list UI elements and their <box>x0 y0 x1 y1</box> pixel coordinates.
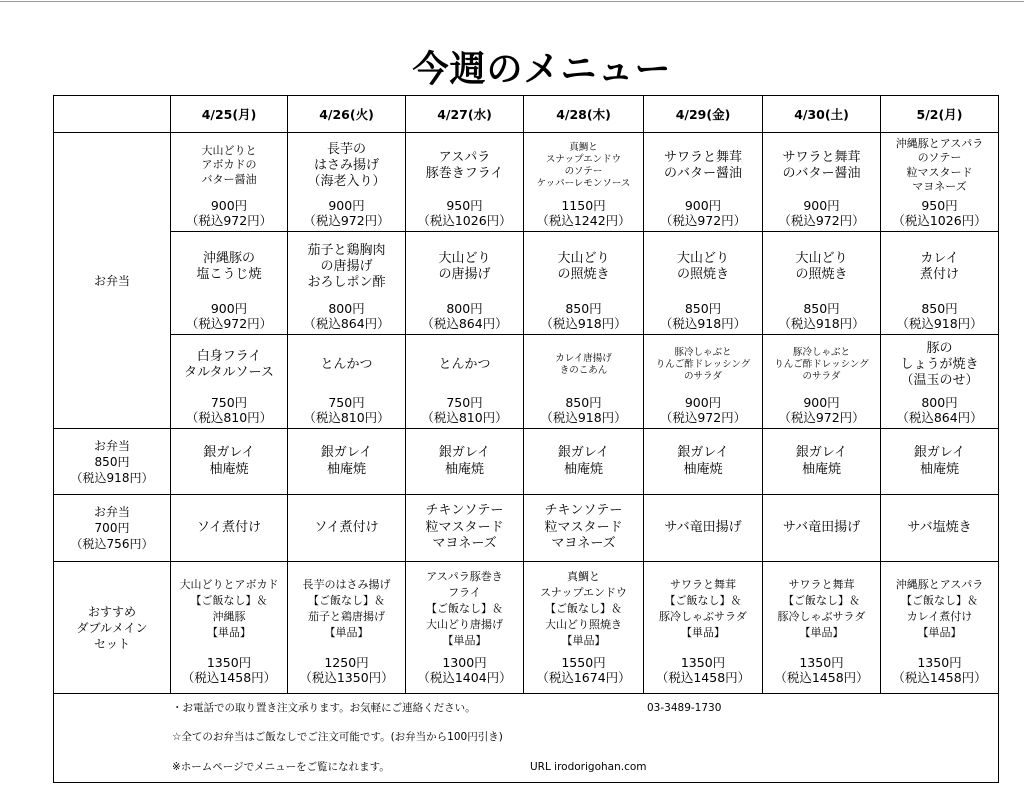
dish-name-area <box>406 335 523 395</box>
dish-name: サバ竜田揚げ <box>664 519 742 535</box>
price-block <box>299 655 393 693</box>
dish-name-area <box>171 562 287 655</box>
dish-name-area <box>288 133 405 198</box>
tax-included-price: （税込1458円） <box>892 670 987 685</box>
dish-block <box>288 133 405 231</box>
bento-label: お弁当 <box>93 273 130 288</box>
menu-cell <box>644 133 763 232</box>
dish-name-area <box>288 335 405 395</box>
tax-included-price: （税込918円） <box>896 316 983 331</box>
dish-name-area <box>171 232 287 301</box>
dish-block <box>881 133 998 231</box>
dish-name-area <box>881 335 998 395</box>
menu-cell <box>763 335 881 429</box>
tax-included-price: （税込918円） <box>659 316 747 331</box>
tax-included-price: （税込972円） <box>778 410 865 425</box>
tax-included-price: （税込1674円） <box>536 670 631 685</box>
tax-included-price: （税込972円） <box>778 213 865 228</box>
menu-cell <box>171 562 288 694</box>
price-block <box>536 198 630 231</box>
date-header-cell <box>763 96 881 133</box>
dish-name: とんかつ <box>320 357 373 372</box>
menu-cell <box>881 335 999 429</box>
menu-cell <box>406 495 524 562</box>
price: 750円 <box>446 395 483 410</box>
dish-name-area <box>881 232 998 301</box>
date-header: 5/2(月) <box>916 107 963 122</box>
menu-cell <box>881 232 999 335</box>
dish-block <box>171 429 287 494</box>
bento-row <box>54 335 999 429</box>
dish-block <box>288 562 405 693</box>
dish-name: ソイ煮付け <box>196 519 262 535</box>
dish-name-area <box>406 232 523 301</box>
menu-cell <box>524 429 644 495</box>
dish-name: 大山どり の照焼き <box>676 250 729 282</box>
dish-block <box>881 335 998 428</box>
tax-included-price: （税込864円） <box>896 410 983 425</box>
dish-block <box>171 232 287 334</box>
dish-block <box>288 495 405 561</box>
price-block <box>892 655 986 693</box>
dish-block <box>763 232 880 334</box>
dish-name: カレイ唐揚げ きのこあん <box>555 353 612 376</box>
menu-cell <box>288 232 406 335</box>
website-note: ※ホームページでメニューをご覧になれます。 <box>172 761 390 773</box>
menu-cell <box>288 335 406 429</box>
price: 800円 <box>446 301 483 316</box>
price: 900円 <box>803 395 840 410</box>
dish-name: 長芋の はさみ揚げ （海老入り） <box>307 141 386 189</box>
price-block <box>186 198 272 231</box>
dish-block <box>524 495 643 561</box>
dish-block <box>171 562 287 693</box>
menu-cell <box>288 562 406 694</box>
dish-name: アスパラ豚巻き フライ 【ご飯なし】＆ 大山どり唐揚げ 【単品】 <box>426 569 503 647</box>
dish-block <box>171 335 287 428</box>
menu-cell <box>763 495 881 562</box>
menu-cell <box>406 429 524 495</box>
dish-name: 沖縄豚とアスパラ のソテー 粒マスタード マヨネーズ <box>895 136 984 193</box>
menu-cell <box>524 335 644 429</box>
dish-name-area <box>288 562 405 655</box>
menu-cell <box>524 232 644 335</box>
dish-block <box>644 429 762 494</box>
date-header: 4/29(金) <box>675 107 731 122</box>
price: 850円 <box>803 301 840 316</box>
tax-included-price: （税込1458円） <box>655 670 751 685</box>
bento-label-cell <box>54 133 171 429</box>
tax-included-price: （税込1242円） <box>536 213 631 228</box>
double-main-set-label-cell <box>54 562 171 694</box>
bento-700-label-cell <box>54 495 171 562</box>
tax-included-price: （税込1026円） <box>892 213 987 228</box>
dish-name-area <box>763 133 880 198</box>
dish-block <box>763 133 880 231</box>
dish-block <box>644 133 762 231</box>
tax-included-price: （税込972円） <box>185 213 273 228</box>
menu-cell <box>406 232 524 335</box>
tax-included-price: （税込1350円） <box>299 670 394 685</box>
date-header-cell <box>524 96 644 133</box>
dish-name: 豚の しょうが焼き （温玉のせ） <box>900 341 979 388</box>
dish-name: ソイ煮付け <box>314 519 379 535</box>
dish-name: 大山どり の照焼き <box>795 250 848 282</box>
tax-included-price: （税込972円） <box>303 213 390 228</box>
price: 950円 <box>921 198 958 213</box>
dish-block <box>171 495 287 561</box>
dish-block <box>406 133 523 231</box>
notes-row <box>54 694 999 783</box>
dish-block <box>881 495 998 561</box>
menu-cell <box>288 495 406 562</box>
dish-name: 銀ガレイ 柚庵焼 <box>795 445 848 477</box>
tax-included-price: （税込864円） <box>421 316 508 331</box>
date-header-cell <box>288 96 406 133</box>
price-block <box>417 198 511 231</box>
dish-name: 豚冷しゃぶと りんご酢ドレッシング のサラダ <box>774 347 869 382</box>
dish-name: 沖縄豚とアスパラ 【ご飯なし】＆ カレイ煮付け 【単品】 <box>895 577 984 639</box>
dish-name: アスパラ 豚巻きフライ <box>425 149 504 181</box>
menu-cell <box>881 562 999 694</box>
price-block <box>421 395 507 428</box>
price-block <box>660 395 746 428</box>
price: 800円 <box>328 301 365 316</box>
tax-included-price: （税込1458円） <box>774 670 869 685</box>
dish-block <box>524 562 643 693</box>
dish-name-area <box>763 335 880 395</box>
dish-name: チキンソテー 粒マスタード マヨネーズ <box>425 503 504 552</box>
bento-700-label: お弁当 700円 （税込756円） <box>70 505 154 551</box>
dish-block <box>524 232 643 334</box>
dish-block <box>288 335 405 428</box>
notes-area <box>54 694 998 782</box>
dish-block <box>406 429 523 494</box>
price-block <box>896 301 982 334</box>
price-block <box>303 301 389 334</box>
price: 900円 <box>210 301 248 316</box>
dish-name: 銀ガレイ 柚庵焼 <box>557 445 610 477</box>
dish-name: 銀ガレイ 柚庵焼 <box>677 445 729 477</box>
tax-included-price: （税込810円） <box>421 410 508 425</box>
menu-cell <box>763 133 881 232</box>
dish-name-area <box>763 232 880 301</box>
dish-name-area <box>171 335 287 395</box>
dish-name: サバ竜田揚げ <box>782 519 861 535</box>
date-header-cell <box>644 96 763 133</box>
price: 1550円 <box>561 655 606 670</box>
dish-block <box>406 495 523 561</box>
date-header-cell <box>171 96 288 133</box>
menu-cell <box>524 133 644 232</box>
dish-name-area <box>524 133 643 198</box>
double-main-set-row <box>54 562 999 694</box>
price-block <box>186 301 272 334</box>
dish-block <box>763 429 880 494</box>
tax-included-price: （税込1458円） <box>181 670 277 685</box>
price-block <box>778 198 864 231</box>
menu-cell <box>763 429 881 495</box>
price: 1350円 <box>680 655 726 670</box>
menu-cell <box>644 562 763 694</box>
dish-name-area <box>644 133 762 198</box>
dish-name-area <box>763 562 880 655</box>
date-header: 4/26(火) <box>319 107 374 122</box>
price: 900円 <box>803 198 840 213</box>
dish-block <box>406 562 523 693</box>
price: 1250円 <box>324 655 369 670</box>
price: 1350円 <box>917 655 962 670</box>
dish-name-area <box>524 335 643 395</box>
dish-block <box>644 562 762 693</box>
menu-table-body <box>54 96 999 783</box>
website-url: URL irodorigohan.com <box>530 761 647 773</box>
price: 750円 <box>328 395 365 410</box>
menu-cell <box>763 232 881 335</box>
dish-name: 長芋のはさみ揚げ 【ご飯なし】＆ 茄子と鶏唐揚げ 【単品】 <box>302 577 391 639</box>
tax-included-price: （税込810円） <box>303 410 390 425</box>
price: 900円 <box>328 198 365 213</box>
rice-free-note: ☆全てのお弁当はご飯なしでご注文可能です。(お弁当から100円引き) <box>172 731 503 743</box>
header-corner-cell <box>54 96 171 133</box>
date-header: 4/30(土) <box>794 107 849 122</box>
dish-name: 大山どりとアボカド 【ご飯なし】＆ 沖縄豚 【単品】 <box>179 577 279 639</box>
menu-cell <box>171 133 288 232</box>
dish-block <box>524 133 643 231</box>
date-header-cell <box>881 96 999 133</box>
price-block <box>303 198 389 231</box>
dish-block <box>881 232 998 334</box>
menu-cell <box>524 562 644 694</box>
dish-name: サワラと舞茸 のバター醤油 <box>663 149 742 181</box>
dish-block <box>288 232 405 334</box>
dish-block <box>288 429 405 494</box>
dish-name-area <box>644 562 762 655</box>
menu-cell <box>763 562 881 694</box>
tax-included-price: （税込972円） <box>659 213 747 228</box>
top-rule <box>0 1 1024 2</box>
price: 1350円 <box>799 655 844 670</box>
price-block <box>540 395 626 428</box>
menu-cell <box>644 232 763 335</box>
tax-included-price: （税込972円） <box>659 410 747 425</box>
dish-block <box>644 335 762 428</box>
tax-included-price: （税込1404円） <box>417 670 512 685</box>
double-main-set-label: おすすめ ダブルメイン セット <box>76 604 148 651</box>
dish-block <box>881 562 998 693</box>
price: 850円 <box>565 395 602 410</box>
price-block <box>536 655 630 693</box>
price: 850円 <box>921 301 958 316</box>
dish-name-area <box>644 335 762 395</box>
dish-block <box>763 495 880 561</box>
menu-cell <box>881 429 999 495</box>
price-block <box>778 301 864 334</box>
dish-name: 大山どり の唐揚げ <box>438 250 491 282</box>
price-block <box>421 301 507 334</box>
dish-name-area <box>524 562 643 655</box>
price: 950円 <box>446 198 483 213</box>
dish-name: 銀ガレイ 柚庵焼 <box>438 445 491 477</box>
dish-name: 真鯛と スナップエンドウ 【ご飯なし】＆ 大山どり照焼き 【単品】 <box>539 569 627 647</box>
menu-cell <box>406 335 524 429</box>
tax-included-price: （税込972円） <box>185 316 273 331</box>
price-block <box>186 395 272 428</box>
menu-cell <box>171 429 288 495</box>
menu-cell <box>644 429 763 495</box>
dish-name: 白身フライ タルタルソース <box>184 349 274 380</box>
header-row <box>54 96 999 133</box>
notes-cell <box>54 694 999 783</box>
price-block <box>303 395 389 428</box>
menu-cell <box>171 232 288 335</box>
dish-name: サバ塩焼き <box>907 519 972 535</box>
price: 900円 <box>684 198 722 213</box>
dish-name: 大山どりと アボカドの バター醤油 <box>201 143 257 186</box>
date-header: 4/28(木) <box>556 107 611 122</box>
dish-name: とんかつ <box>438 357 491 372</box>
dish-name-area <box>644 232 762 301</box>
tax-included-price: （税込810円） <box>185 410 273 425</box>
dish-name: サワラと舞茸 【ご飯なし】＆ 豚冷しゃぶサラダ 【単品】 <box>659 577 747 639</box>
price-block <box>656 655 750 693</box>
price: 850円 <box>565 301 602 316</box>
dish-block <box>171 133 287 231</box>
price-block <box>182 655 276 693</box>
price: 1350円 <box>206 655 252 670</box>
menu-cell <box>406 133 524 232</box>
dish-name: 大山どり の照焼き <box>557 250 610 282</box>
bento-850-label-cell <box>54 429 171 495</box>
bento-row <box>54 232 999 335</box>
menu-cell <box>881 495 999 562</box>
price-block <box>540 301 626 334</box>
bento-850-label: お弁当 850円 （税込918円） <box>70 438 154 485</box>
date-header: 4/27(水) <box>437 107 492 122</box>
dish-block <box>644 495 762 561</box>
dish-name-area <box>881 562 998 655</box>
dish-block <box>763 335 880 428</box>
dish-name-area <box>171 133 287 198</box>
dish-block <box>881 429 998 494</box>
dish-name: サワラと舞茸 【ご飯なし】＆ 豚冷しゃぶサラダ 【単品】 <box>777 577 866 639</box>
dish-block <box>524 335 643 428</box>
menu-cell <box>644 495 763 562</box>
phone-order-note: ・お電話での取り置き注文承ります。お気軽にご連絡ください。 <box>172 702 476 714</box>
phone-number: 03-3489-1730 <box>647 702 722 714</box>
tax-included-price: （税込864円） <box>303 316 390 331</box>
dish-name: 銀ガレイ 柚庵焼 <box>913 445 966 477</box>
date-header-cell <box>406 96 524 133</box>
date-header: 4/25(月) <box>201 107 257 122</box>
price-block <box>896 395 982 428</box>
menu-cell <box>288 429 406 495</box>
dish-name: カレイ 煮付け <box>919 250 959 282</box>
price: 850円 <box>684 301 722 316</box>
price: 900円 <box>684 395 722 410</box>
dish-name: 真鯛と スナップエンドウ のソテー ケッパーレモンソース <box>536 141 631 189</box>
tax-included-price: （税込918円） <box>778 316 865 331</box>
menu-cell <box>171 335 288 429</box>
price: 1150円 <box>561 198 606 213</box>
dish-name: 茄子と鶏胸肉 の唐揚げ おろしポン酢 <box>307 242 386 290</box>
price-block <box>892 198 986 231</box>
menu-cell <box>644 335 763 429</box>
dish-name: 銀ガレイ 柚庵焼 <box>320 445 373 477</box>
dish-name-area <box>406 133 523 198</box>
dish-name: 豚冷しゃぶと りんご酢ドレッシング のサラダ <box>655 347 751 382</box>
bento-700-row <box>54 495 999 562</box>
tax-included-price: （税込1026円） <box>417 213 512 228</box>
dish-block <box>644 232 762 334</box>
price: 1300円 <box>442 655 487 670</box>
dish-block <box>763 562 880 693</box>
price: 750円 <box>210 395 248 410</box>
bento-850-row <box>54 429 999 495</box>
dish-name-area <box>524 232 643 301</box>
dish-block <box>406 232 523 334</box>
dish-name: 沖縄豚の 塩こうじ焼 <box>196 250 262 282</box>
dish-name: チキンソテー 粒マスタード マヨネーズ <box>544 503 623 552</box>
dish-name-area <box>881 133 998 198</box>
price-block <box>778 395 864 428</box>
tax-included-price: （税込918円） <box>540 410 627 425</box>
bento-row <box>54 133 999 232</box>
price-block <box>660 301 746 334</box>
tax-included-price: （税込918円） <box>540 316 627 331</box>
menu-cell <box>524 495 644 562</box>
menu-cell <box>406 562 524 694</box>
price: 800円 <box>921 395 958 410</box>
price-block <box>774 655 868 693</box>
price-block <box>660 198 746 231</box>
weekly-menu-table <box>53 95 999 783</box>
price: 900円 <box>210 198 248 213</box>
price-block <box>417 655 511 693</box>
dish-name: サワラと舞茸 のバター醤油 <box>782 149 861 181</box>
dish-name-area <box>406 562 523 655</box>
dish-name: 銀ガレイ 柚庵焼 <box>203 445 255 477</box>
menu-cell <box>881 133 999 232</box>
dish-name-area <box>288 232 405 301</box>
menu-cell <box>288 133 406 232</box>
menu-cell <box>171 495 288 562</box>
dish-block <box>524 429 643 494</box>
page-title: 今週のメニュー <box>412 49 672 90</box>
dish-block <box>406 335 523 428</box>
